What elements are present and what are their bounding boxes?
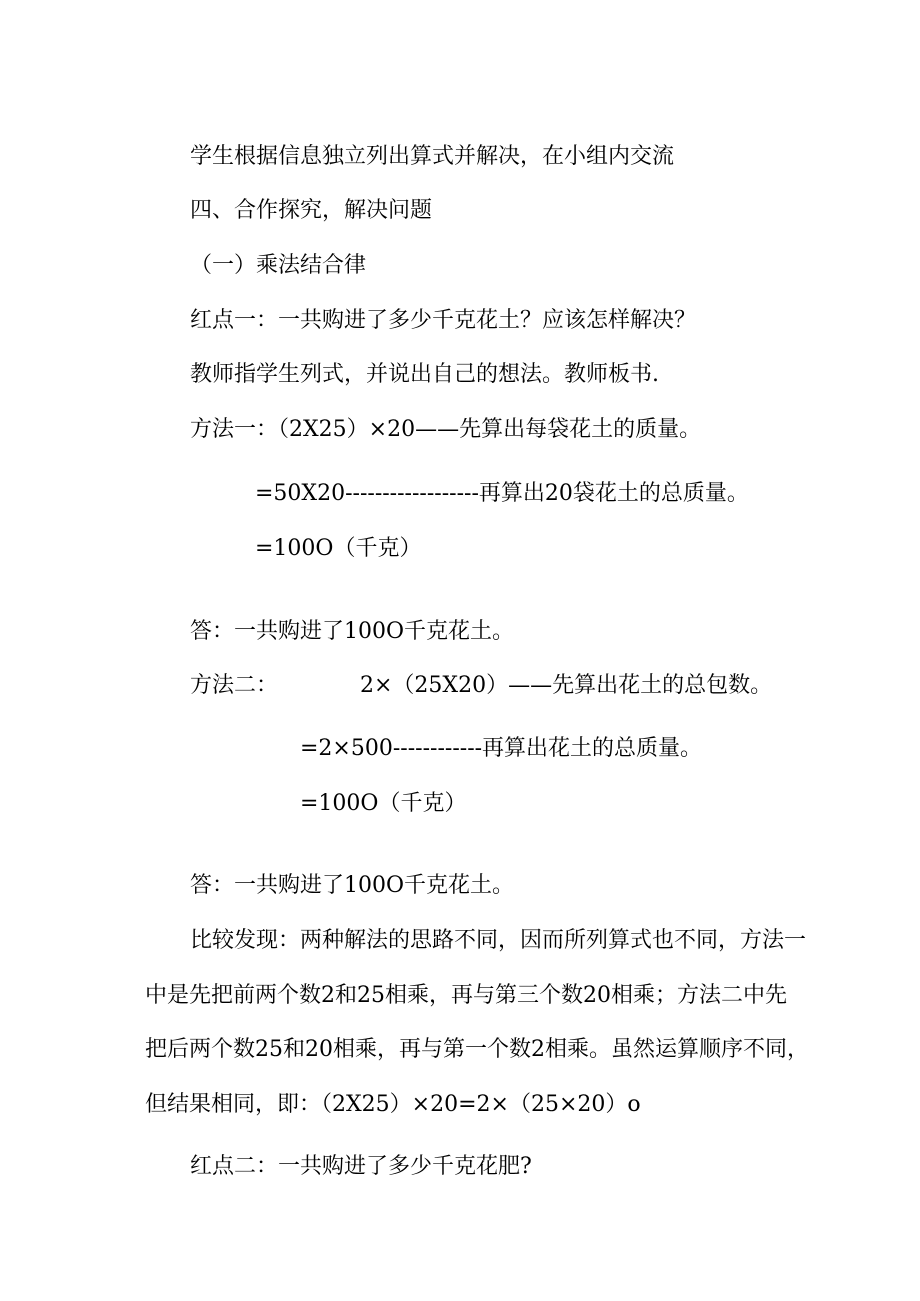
section-heading-4: 四、合作探究，解决问题: [190, 198, 433, 223]
question-red-point-2: 红点二：一共购进了多少千克花肥?: [190, 1154, 532, 1179]
method-1-line-1: 方法一：（2X25）×20——先算出每袋花土的质量。: [190, 417, 702, 442]
method-2-label: 方法二：: [190, 673, 279, 698]
comparison-line-2: 中是先把前两个数2和25相乘，再与第三个数20相乘；方法二中先: [145, 983, 787, 1008]
method-1-line-2: =50X20------------------再算出20袋花土的总质量。: [255, 481, 749, 506]
method-2-line-2: =2×500------------再算出花土的总质量。: [300, 736, 703, 761]
answer-1: 答：一共购进了100O千克花土。: [190, 619, 515, 644]
comparison-line-1: 比较发现：两种解法的思路不同，因而所列算式也不同，方法一: [190, 928, 807, 953]
method-2-line-3: =100O（千克）: [300, 791, 467, 816]
paragraph-student-solve: 学生根据信息独立列出算式并解决，在小组内交流: [190, 144, 675, 169]
comparison-line-4: 但结果相同，即：（2X25）×20=2×（25×20）o: [145, 1092, 641, 1117]
subsection-heading-1: （一）乘法结合律: [190, 253, 367, 278]
paragraph-teacher-board: 教师指学生列式，并说出自己的想法。教师板书.: [190, 362, 659, 387]
question-red-point-1: 红点一：一共购进了多少千克花土？应该怎样解决？: [190, 308, 697, 333]
method-2-line-1: 2×（25X20）——先算出花土的总包数。: [360, 673, 773, 698]
answer-2: 答：一共购进了100O千克花土。: [190, 873, 515, 898]
method-1-line-3: =100O（千克）: [255, 536, 422, 561]
comparison-line-3: 把后两个数25和20相乘，再与第一个数2相乘。虽然运算顺序不同，: [145, 1037, 809, 1062]
